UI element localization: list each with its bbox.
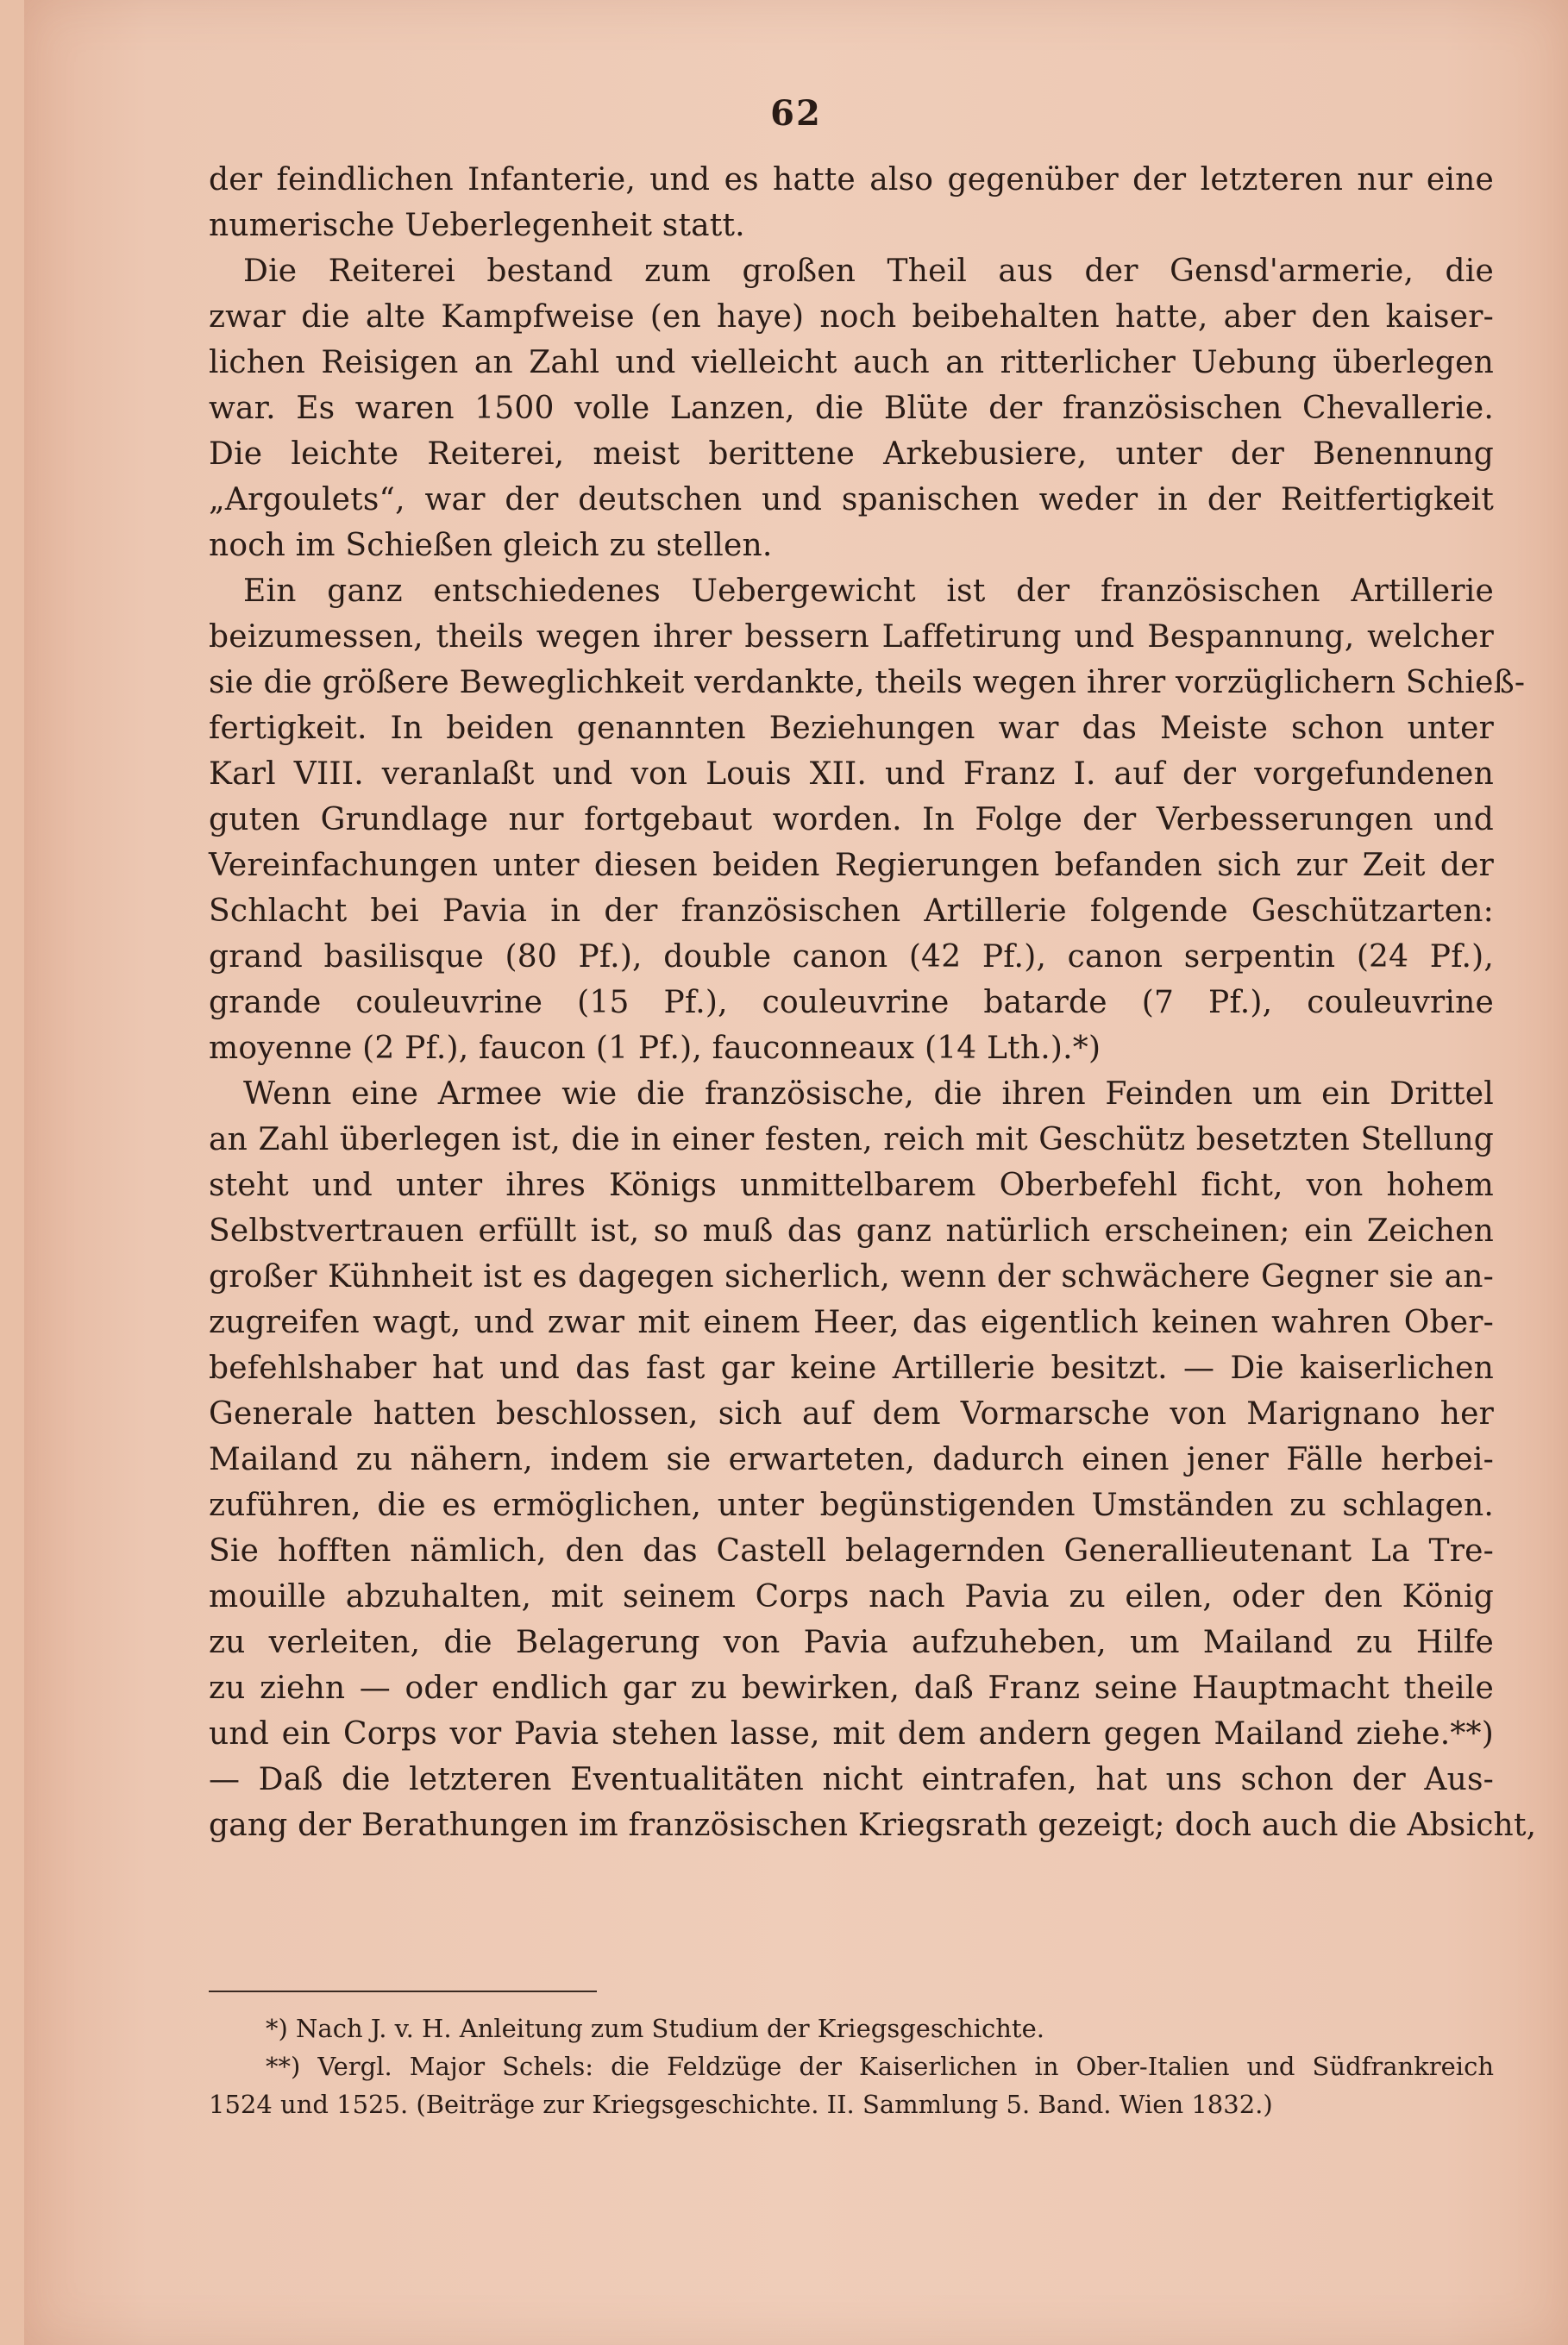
text-line: grand basilisque (80 Pf.), double canon (42 Pf.), canon serpentin (24 Pf.),: [209, 939, 1494, 975]
text-line: beizumessen, theils wegen ihrer bessern Laffetirung und Bespannung, welcher: [209, 619, 1494, 655]
text-line: großer Kühnheit ist es dagegen sicherlich, wenn der schwächere Gegner sie an-: [209, 1259, 1494, 1295]
text-line: Schlacht bei Pavia in der französischen Artillerie folgende Geschützarten:: [209, 893, 1494, 929]
footnote-line: **) Vergl. Major Schels: die Feldzüge der Kaiserlichen in Ober-Italien und Südfrankreich: [266, 2052, 1494, 2081]
text-line: steht und unter ihres Königs unmittelbarem Oberbefehl ficht, von hohem: [209, 1168, 1494, 1203]
text-line: Die Reiterei bestand zum großen Theil aus der Gensd'armerie, die: [243, 254, 1494, 289]
text-line: lichen Reisigen an Zahl und vielleicht auch an ritterlicher Uebung überlegen: [209, 345, 1494, 380]
page-number: 62: [770, 93, 822, 134]
text-line: guten Grundlage nur fortgebaut worden. In Folge der Verbesserungen und: [209, 802, 1494, 837]
text-line: „Argoulets“, war der deutschen und spanischen weder in der Reitfertigkeit: [209, 482, 1494, 517]
text-line: grande couleuvrine (15 Pf.), couleuvrine batarde (7 Pf.), couleuvrine: [209, 985, 1494, 1020]
text-line: Selbstvertrauen erfüllt ist, so muß das ganz natürlich erscheinen; ein Zeichen: [209, 1213, 1494, 1249]
text-line: Generale hatten beschlossen, sich auf dem Vormarsche von Marignano her: [209, 1396, 1494, 1432]
text-line: zu ziehn — oder endlich gar zu bewirken, daß Franz seine Hauptmacht theile: [209, 1671, 1494, 1706]
text-line: noch im Schießen gleich zu stellen.: [209, 528, 773, 563]
text-line: numerische Ueberlegenheit statt.: [209, 208, 745, 243]
footnote-line: 1524 und 1525. (Beiträge zur Kriegsgeschichte. II. Sammlung 5. Band. Wien 1832.): [209, 2090, 1273, 2119]
text-line: zu verleiten, die Belagerung von Pavia aufzuheben, um Mailand zu Hilfe: [209, 1625, 1494, 1660]
text-line: fertigkeit. In beiden genannten Beziehungen war das Meiste schon unter: [209, 711, 1494, 746]
text-line: befehlshaber hat und das fast gar keine Artillerie besitzt. — Die kaiserlichen: [209, 1351, 1494, 1386]
text-line: Wenn eine Armee wie die französische, die ihren Feinden um ein Drittel: [243, 1076, 1494, 1112]
text-line: moyenne (2 Pf.), faucon (1 Pf.), fauconneaux (14 Lth.).*): [209, 1031, 1101, 1066]
book-page: [24, 0, 1568, 2345]
text-line: war. Es waren 1500 volle Lanzen, die Blüte der französischen Chevallerie.: [209, 391, 1494, 426]
footnote-divider: [209, 1991, 597, 1992]
text-line: — Daß die letzteren Eventualitäten nicht eintrafen, hat uns schon der Aus-: [209, 1762, 1494, 1797]
text-line: sie die größere Beweglichkeit verdankte, theils wegen ihrer vorzüglichern Schieß-: [209, 665, 1526, 700]
text-line: an Zahl überlegen ist, die in einer festen, reich mit Geschütz besetzten Stellung: [209, 1122, 1494, 1157]
text-line: Mailand zu nähern, indem sie erwarteten, dadurch einen jener Fälle herbei-: [209, 1442, 1494, 1477]
text-line: zwar die alte Kampfweise (en haye) noch beibehalten hatte, aber den kaiser-: [209, 299, 1494, 335]
text-line: zugreifen wagt, und zwar mit einem Heer, das eigentlich keinen wahren Ober-: [209, 1305, 1494, 1340]
text-line: Sie hofften nämlich, den das Castell belagernden Generallieutenant La Tre-: [209, 1533, 1494, 1569]
text-line: mouille abzuhalten, mit seinem Corps nach Pavia zu eilen, oder den König: [209, 1579, 1494, 1615]
text-line: gang der Berathungen im französischen Kriegsrath gezeigt; doch auch die Absicht,: [209, 1808, 1537, 1843]
text-line: Die leichte Reiterei, meist berittene Arkebusiere, unter der Benennung: [209, 436, 1494, 472]
text-line: zuführen, die es ermöglichen, unter begünstigenden Umständen zu schlagen.: [209, 1488, 1494, 1523]
text-line: Ein ganz entschiedenes Uebergewicht ist der französischen Artillerie: [243, 574, 1494, 609]
text-line: und ein Corps vor Pavia stehen lasse, mit dem andern gegen Mailand ziehe.**): [209, 1716, 1494, 1752]
text-line: der feindlichen Infanterie, und es hatte also gegenüber der letzteren nur eine: [209, 162, 1494, 198]
text-line: Vereinfachungen unter diesen beiden Regierungen befanden sich zur Zeit der: [209, 848, 1494, 883]
footnote-line: *) Nach J. v. H. Anleitung zum Studium der Kriegsgeschichte.: [266, 2014, 1044, 2043]
text-line: Karl VIII. veranlaßt und von Louis XII. und Franz I. auf der vorgefundenen: [209, 756, 1494, 792]
footnotes: [209, 2010, 1494, 2123]
main-text: [209, 157, 1537, 1848]
